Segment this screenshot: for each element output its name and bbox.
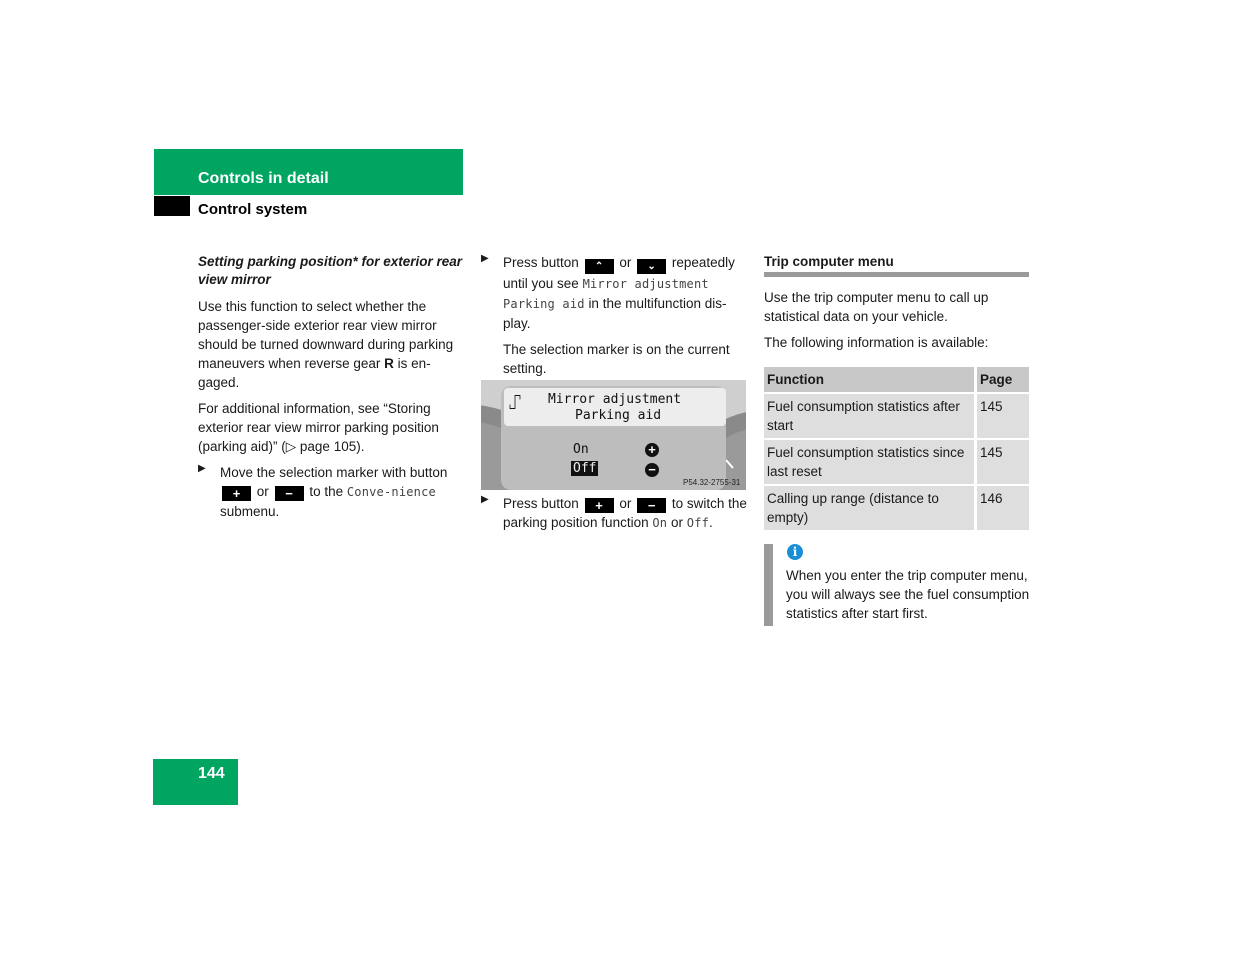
page-cell: 146 bbox=[974, 486, 1029, 530]
section-title: Controls in detail bbox=[198, 170, 329, 187]
table-header-row bbox=[764, 367, 1029, 392]
display-line-1: Mirror adjustment bbox=[548, 392, 682, 407]
intro-paragraph: Use this function to select whether the passenger-side exterior rear view mirror should be turned downward during parking maneuvers when reverse gear R is en-gaged. bbox=[198, 299, 454, 390]
plus-button-icon: + bbox=[585, 498, 614, 513]
table-row bbox=[764, 394, 1029, 438]
available-info-paragraph: The following information is available: bbox=[764, 335, 989, 350]
mirror-adjustment-text: Mirror adjustment Parking aid bbox=[503, 277, 709, 311]
column-3 bbox=[764, 253, 1029, 532]
info-note-text: When you enter the trip computer menu, you will always see the fuel consumption statistics after start first. bbox=[786, 568, 1030, 621]
page-cell: 145 bbox=[974, 440, 1029, 484]
on-text: On bbox=[652, 516, 668, 530]
page-number: 144 bbox=[198, 765, 225, 782]
step-switch-function: ▶ Press button + or − to switch the parking position function On or Off. bbox=[481, 494, 747, 530]
subsection-marker bbox=[154, 196, 190, 216]
page-number-box bbox=[153, 759, 238, 805]
additional-info-paragraph: For additional information, see “Storing exterior rear view mirror parking position (parking aid)” (▷ page 105). bbox=[198, 401, 439, 454]
image-reference-code: P54.32-2755-31 bbox=[683, 478, 741, 487]
display-plus-icon: + bbox=[645, 443, 659, 457]
seat-mirror-icon: ⑀ bbox=[509, 392, 521, 414]
step-press-arrows: ▶ Press button ⌃ or ⌄ repeatedly until you see Mirror adjustment Parking aid in the multifunction dis-play. bbox=[481, 253, 735, 331]
trip-computer-table bbox=[764, 365, 1029, 532]
column-2 bbox=[481, 253, 747, 385]
info-note bbox=[764, 544, 1029, 626]
function-cell: Calling up range (distance to empty) bbox=[764, 486, 974, 530]
info-icon: i bbox=[787, 544, 803, 560]
column-1 bbox=[198, 253, 464, 521]
step-move-marker: ▶ Move the selection marker with button + or − to the Conve-nience submenu. bbox=[198, 463, 448, 519]
display-line-2: Parking aid bbox=[575, 408, 662, 423]
bullet-triangle-icon: ▶ bbox=[481, 494, 489, 505]
up-arrow-button-icon: ⌃ bbox=[585, 259, 614, 274]
minus-button-icon: − bbox=[275, 486, 304, 501]
parking-position-heading: Setting parking position* for exterior rear view mirror bbox=[198, 254, 463, 287]
subsection-title: Control system bbox=[198, 201, 308, 218]
trip-computer-heading: Trip computer menu bbox=[764, 254, 894, 269]
table-row bbox=[764, 486, 1029, 530]
down-arrow-button-icon: ⌄ bbox=[637, 259, 666, 274]
info-note-bar bbox=[764, 544, 773, 626]
table-row bbox=[764, 440, 1029, 484]
function-cell: Fuel consumption statistics since last reset bbox=[764, 440, 974, 484]
trip-intro-paragraph: Use the trip computer menu to call up statistical data on your vehicle. bbox=[764, 290, 989, 324]
display-minus-icon: − bbox=[645, 463, 659, 477]
plus-button-icon: + bbox=[222, 486, 251, 501]
column-header-function: Function bbox=[764, 367, 974, 392]
selection-marker-paragraph: The selection marker is on the current setting. bbox=[503, 342, 730, 376]
bullet-triangle-icon: ▶ bbox=[198, 463, 206, 474]
function-cell: Fuel consumption statistics after start bbox=[764, 394, 974, 438]
page-cell: 145 bbox=[974, 394, 1029, 438]
display-option-on: On bbox=[573, 442, 589, 457]
off-text: Off bbox=[686, 516, 710, 530]
bullet-triangle-icon: ▶ bbox=[481, 253, 489, 264]
heading-rule bbox=[764, 272, 1029, 277]
display-option-off: Off bbox=[573, 461, 597, 476]
multifunction-display-image bbox=[481, 380, 746, 490]
convenience-menu-text: Conve-nience bbox=[346, 485, 436, 499]
minus-button-icon: − bbox=[637, 498, 666, 513]
column-header-page: Page bbox=[974, 367, 1029, 392]
